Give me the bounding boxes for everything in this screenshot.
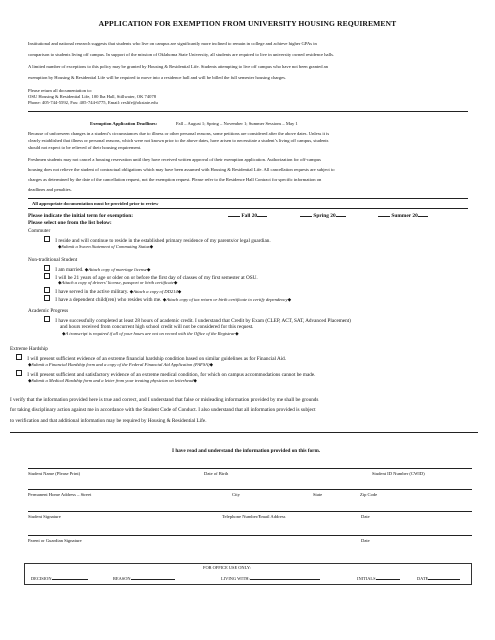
- diamond-icon: ◆: [235, 331, 239, 336]
- diamond-icon: ◆: [146, 267, 151, 272]
- address-line[interactable]: [28, 489, 472, 490]
- diamond-icon: ◆: [162, 297, 167, 302]
- name-line[interactable]: [28, 468, 472, 469]
- signature-label: Student Signature: [28, 514, 61, 519]
- parent-signature-line[interactable]: [28, 535, 472, 536]
- non-traditional-heading: Non-traditional Student: [28, 257, 78, 263]
- form-title: APPLICATION FOR EXEMPTION FROM UNIVERSITY HOUSING REQUIREMENT: [98, 19, 397, 28]
- commuter-option[interactable]: I reside and will continue to reside in the established primary residence of my parents/or legal guardian.: [44, 236, 271, 244]
- intro-line: Institutional and national research suggests that students who live on campus are significantly more inclined to remain in college and achieve higher GPAs in: [28, 41, 317, 46]
- cancellation-line: housing does not relieve the student of contractual obligations which may have been assumed with Housing & Residential Life. All cancellation requests are subject to: [28, 167, 335, 172]
- verify-line: to verification and that additional information may be required by Housing & Residential Life.: [10, 418, 207, 424]
- diamond-icon: ◆: [149, 244, 154, 249]
- divider: [28, 111, 468, 112]
- deadlines-label: Exemption Application Deadlines:: [90, 121, 158, 126]
- medical-attach: ◆Submit a Medical Hardship form and a letter from your treating physician on letterhead◆: [28, 378, 197, 383]
- office-initials-field[interactable]: INITIALS: [357, 576, 400, 582]
- dependent-checkbox[interactable]: [44, 295, 50, 301]
- deadlines-note: should not expect to be relieved of their housing requirement.: [28, 145, 142, 150]
- verify-line: for taking disciplinary action against me in accordance with the Student Code of Conduct. I also understand that all information provided is subject: [10, 407, 316, 413]
- deadlines-value: Fall – August 1; Spring – November 1; Summer Sessions – May 1: [176, 121, 298, 126]
- term-fall-label: Fall 20: [241, 213, 258, 219]
- cancellation-line: Freshmen students may not cancel a housing reservation until they have received written approval of their exemption application. Authorization for off-campus: [28, 157, 321, 162]
- return-address: OSU Housing & Residential Life, 100 Iba Hall, Stillwater, OK 74078: [28, 94, 157, 99]
- divider: [28, 198, 468, 199]
- academic-attach: ◆A transcript is required if all of your hours are not on record with the Office of the Registrar◆: [62, 331, 239, 336]
- office-date-field[interactable]: DATE: [417, 576, 460, 582]
- diamond-icon: ◆: [209, 362, 214, 367]
- diamond-icon: ◆: [287, 297, 292, 302]
- military-option[interactable]: I have served in the active military. ◆Attach a copy of DD214◆: [44, 287, 181, 295]
- dob-label: Date of Birth: [204, 471, 229, 476]
- intro-line: A limited number of exceptions to this policy may be granted by Housing & Residential Life. Students attempting to live off campus who have not been granted an: [28, 64, 328, 69]
- term-prompt: Please indicate the initial term for exemption:: [28, 213, 133, 219]
- academic-line2: and hours received from concurrent high school credit will not be considered for this request.: [60, 324, 254, 330]
- parent-date-label: Date: [361, 538, 370, 543]
- acknowledge-text: I have read and understand the information provided on this form.: [172, 448, 321, 454]
- cancellation-line: deadlines and penalties.: [28, 187, 72, 192]
- intro-line: comparison to students living off campus. In support of the mission of Oklahoma State University, all students are required to live in university owned residence halls.: [28, 52, 335, 57]
- age21-attach: ◆Attach a copy of drivers’ license, passport or birth certificate◆: [58, 280, 178, 285]
- diamond-icon: ◆: [58, 280, 62, 285]
- medical-checkbox[interactable]: [16, 370, 22, 376]
- diamond-icon: ◆: [62, 331, 66, 336]
- signature-line[interactable]: [28, 511, 472, 512]
- financial-checkbox[interactable]: [16, 354, 22, 360]
- parent-signature-label: Parent or Guardian Signature: [28, 538, 82, 543]
- age21-option[interactable]: I will be 21 years of age or older on or before the first day of classes of my first semester at OSU.: [44, 273, 258, 281]
- academic-option[interactable]: I have successfully completed at least 28 hours of academic credit. I understand that Credit by Exam (CLEP, ACT, SAT, Advanced Placement): [44, 316, 351, 324]
- return-contact: Phone: 405-744-5592, Fax: 405-744-6775, Email: reslife@okstate.edu: [28, 100, 158, 105]
- cancellation-line: charges as determined by the date of the cancellation request, not the exemption request. Please refer to the Residence Hall Contract for specific information on: [28, 177, 322, 182]
- academic-checkbox[interactable]: [44, 316, 50, 322]
- deadlines-note: Because of unforeseen changes in a student’s circumstances due to illness or other personal reasons, some petitions are considered after the above dates. Unless it is: [28, 131, 330, 136]
- diamond-icon: ◆: [173, 280, 178, 285]
- diamond-icon: ◆: [58, 244, 62, 249]
- military-checkbox[interactable]: [44, 287, 50, 293]
- office-living-with-field[interactable]: LIVING WITH:: [221, 576, 320, 582]
- term-summer-label: Summer 20: [391, 213, 418, 219]
- term-spring-field[interactable]: [300, 213, 346, 219]
- return-heading: Please return all documentation to:: [28, 88, 93, 93]
- married-checkbox[interactable]: [44, 265, 50, 271]
- diamond-icon: ◆: [129, 289, 134, 294]
- term-summer-field[interactable]: [378, 213, 428, 219]
- verify-line: I verify that the information provided here is true and correct, and I understand that false or misleading information provided by me shall be grounds: [10, 397, 319, 403]
- commuter-checkbox[interactable]: [44, 236, 50, 242]
- student-name-label: Student Name (Please Print): [28, 471, 81, 476]
- medical-option[interactable]: I will present sufficient and satisfactory evidence of an extreme medical condition, for which on campus accommodations cannot be made.: [16, 370, 315, 378]
- date-label: Date: [361, 514, 370, 519]
- select-one-label: Please select one from the list below:: [28, 220, 112, 226]
- term-spring-label: Spring 20: [313, 213, 336, 219]
- diamond-icon: ◆: [193, 378, 197, 383]
- financial-attach: ◆Submit a Financial Hardship form and a copy of the Federal Financial Aid Application (FAFSA)◆: [28, 362, 214, 367]
- married-option[interactable]: I am married. ◆Attach copy of marriage license◆: [44, 265, 150, 273]
- financial-option[interactable]: I will present sufficient evidence of an extreme financial hardship condition based on similar guidelines as for Financial Aid.: [16, 354, 286, 362]
- address-label: Permanent Home Address – Street: [28, 492, 92, 497]
- diamond-icon: ◆: [84, 267, 89, 272]
- commuter-attach: ◆Submit a Sworn Statement of Commuting Status◆: [58, 244, 154, 249]
- divider: [28, 208, 468, 209]
- hardship-heading: Extreme Hardship: [10, 346, 48, 352]
- office-decision-field[interactable]: DECISION: [31, 576, 88, 582]
- military-attach: ◆Attach a copy of DD214◆: [129, 289, 182, 294]
- term-fall-field[interactable]: [228, 213, 267, 219]
- student-id-label: Student ID Number (CWID): [372, 471, 425, 476]
- academic-heading: Academic Progress: [28, 308, 69, 314]
- diamond-icon: ◆: [177, 289, 182, 294]
- commuter-heading: Commuter: [28, 228, 51, 234]
- age21-checkbox[interactable]: [44, 273, 50, 279]
- diamond-icon: ◆: [28, 378, 32, 383]
- dependent-attach: ◆Attach copy of tax return or birth certificate to certify dependency◆: [162, 297, 292, 302]
- office-use-heading: FOR OFFICE USE ONLY:: [203, 565, 251, 570]
- office-use-box: [24, 563, 472, 585]
- city-label: City: [232, 492, 240, 497]
- office-reason-field[interactable]: REASON: [113, 576, 175, 582]
- state-label: State: [313, 492, 323, 497]
- dependent-option[interactable]: I have a dependent child(ren) who resides with me. ◆Attach copy of tax return or birth certificate to certify dependency◆: [44, 295, 291, 303]
- documentation-note: All appropriate documentation must be provided prior to review: [32, 201, 159, 206]
- intro-line: exemption by Housing & Residential Life will be required to move into a residence hall and will be billed the full semester housing charges.: [28, 75, 287, 80]
- zip-label: Zip Code: [360, 492, 378, 497]
- deadlines-note: clearly established that illness or personal reasons, which were not known prior to the above dates, have arisen to necessitate a student’s living off campus, students: [28, 138, 329, 143]
- divider: [10, 432, 478, 433]
- phone-email-label: Telephone Number/Email Address: [222, 514, 286, 519]
- diamond-icon: ◆: [28, 362, 32, 367]
- married-attach: ◆Attach copy of marriage license◆: [84, 267, 151, 272]
